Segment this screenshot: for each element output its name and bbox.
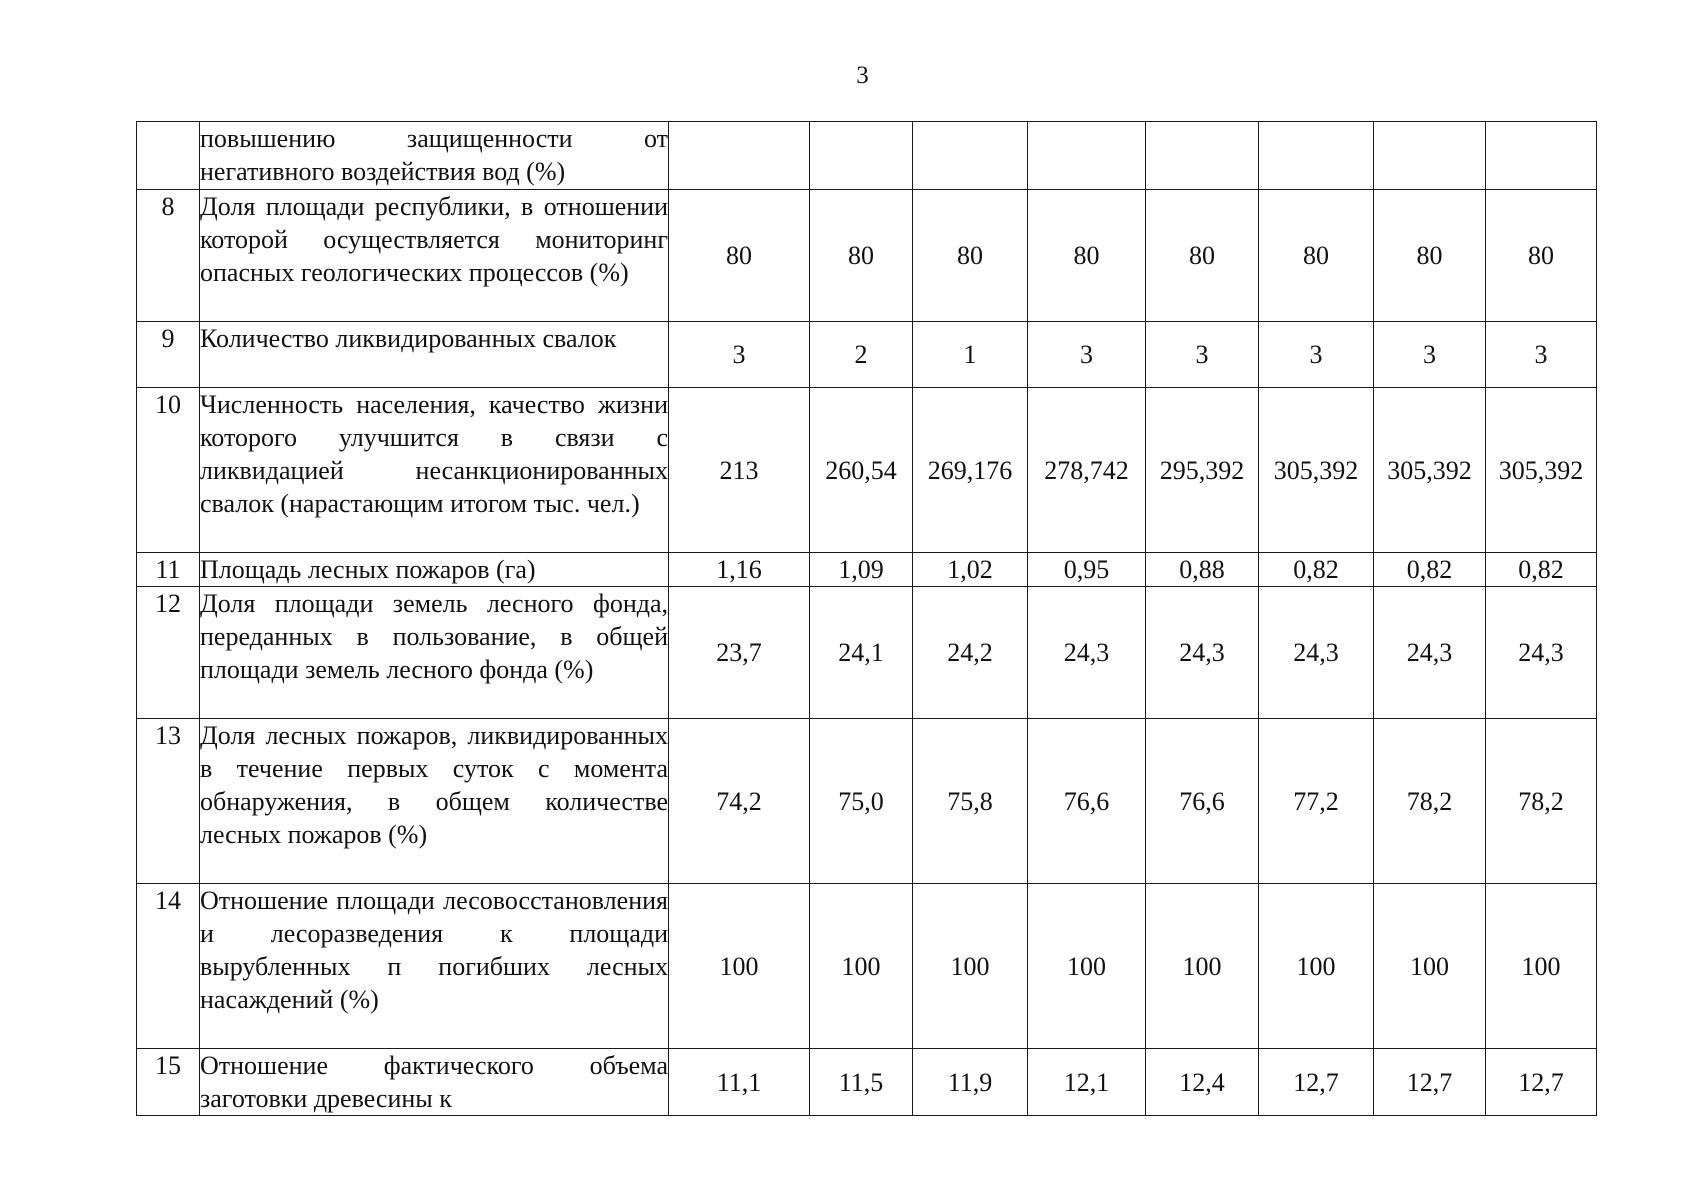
value-cell: [1259, 122, 1374, 190]
indicators-table: [136, 121, 1597, 1116]
indicator-description: Количество ликвидированных свалок: [200, 322, 669, 388]
value-cell: 80: [1028, 190, 1146, 322]
value-cell: 3: [1486, 322, 1597, 388]
value-cell: 305,392: [1486, 388, 1597, 553]
value-cell: 3: [1028, 322, 1146, 388]
value-cell: 78,2: [1486, 719, 1597, 884]
value-cell: 75,8: [913, 719, 1028, 884]
value-cell: 100: [1259, 884, 1374, 1049]
value-cell: 74,2: [669, 719, 810, 884]
row-number: 11: [137, 553, 200, 587]
page-number: 3: [856, 62, 869, 89]
value-cell: 80: [669, 190, 810, 322]
row-number: 9: [137, 322, 200, 388]
value-cell: 24,3: [1146, 587, 1259, 719]
value-cell: 0,82: [1374, 553, 1486, 587]
table-row: [137, 884, 1597, 1049]
row-number: 8: [137, 190, 200, 322]
value-cell: 0,88: [1146, 553, 1259, 587]
value-cell: 24,1: [810, 587, 913, 719]
value-cell: 260,54: [810, 388, 913, 553]
table-body: [137, 122, 1597, 1116]
value-cell: 100: [1146, 884, 1259, 1049]
value-cell: 11,9: [913, 1049, 1028, 1116]
value-cell: 305,392: [1259, 388, 1374, 553]
value-cell: 12,1: [1028, 1049, 1146, 1116]
row-number: 14: [137, 884, 200, 1049]
value-cell: [810, 122, 913, 190]
value-cell: [1146, 122, 1259, 190]
value-cell: 80: [1486, 190, 1597, 322]
value-cell: 80: [1259, 190, 1374, 322]
row-number: 15: [137, 1049, 200, 1116]
indicator-description: Отношение площади лесовосстановления и лесоразведения к площади вырубленных п погибших лесных насаждений (%): [200, 884, 669, 1049]
value-cell: 1,02: [913, 553, 1028, 587]
value-cell: 100: [1486, 884, 1597, 1049]
value-cell: 0,82: [1259, 553, 1374, 587]
table-row: [137, 553, 1597, 587]
indicator-description: Доля лесных пожаров, ликвидированных в течение первых суток с момента обнаружения, в общем количестве лесных пожаров (%): [200, 719, 669, 884]
indicator-description: Площадь лесных пожаров (га): [200, 553, 669, 587]
value-cell: 100: [913, 884, 1028, 1049]
table-row: [137, 388, 1597, 553]
value-cell: 11,5: [810, 1049, 913, 1116]
row-number: 13: [137, 719, 200, 884]
value-cell: [669, 122, 810, 190]
value-cell: 0,82: [1486, 553, 1597, 587]
value-cell: 77,2: [1259, 719, 1374, 884]
value-cell: 80: [1374, 190, 1486, 322]
value-cell: 3: [1259, 322, 1374, 388]
value-cell: 12,7: [1259, 1049, 1374, 1116]
value-cell: 100: [1028, 884, 1146, 1049]
value-cell: 12,4: [1146, 1049, 1259, 1116]
value-cell: 75,0: [810, 719, 913, 884]
value-cell: 1: [913, 322, 1028, 388]
value-cell: 3: [1146, 322, 1259, 388]
value-cell: 100: [669, 884, 810, 1049]
value-cell: [1486, 122, 1597, 190]
value-cell: 80: [810, 190, 913, 322]
indicator-description: Отношение фактического объема заготовки древесины к: [200, 1049, 669, 1116]
table-row: [137, 587, 1597, 719]
value-cell: 24,3: [1486, 587, 1597, 719]
value-cell: 0,95: [1028, 553, 1146, 587]
value-cell: 24,2: [913, 587, 1028, 719]
value-cell: [913, 122, 1028, 190]
value-cell: 100: [1374, 884, 1486, 1049]
indicator-description: Численность населения, качество жизни которого улучшится в связи с ликвидацией несанкционированных свалок (нарастающим итогом тыс. чел.): [200, 388, 669, 553]
value-cell: 24,3: [1259, 587, 1374, 719]
indicator-description: повышению защищенности от негативного воздействия вод (%): [200, 122, 669, 190]
table-row: [137, 122, 1597, 190]
row-number: [137, 122, 200, 190]
value-cell: 12,7: [1374, 1049, 1486, 1116]
value-cell: 305,392: [1374, 388, 1486, 553]
value-cell: 3: [669, 322, 810, 388]
value-cell: 76,6: [1146, 719, 1259, 884]
table-row: [137, 719, 1597, 884]
value-cell: 2: [810, 322, 913, 388]
table-row: [137, 1049, 1597, 1116]
value-cell: 24,3: [1374, 587, 1486, 719]
value-cell: 12,7: [1486, 1049, 1597, 1116]
table-row: [137, 190, 1597, 322]
value-cell: [1374, 122, 1486, 190]
value-cell: 1,09: [810, 553, 913, 587]
value-cell: 23,7: [669, 587, 810, 719]
row-number: 10: [137, 388, 200, 553]
value-cell: 213: [669, 388, 810, 553]
value-cell: 24,3: [1028, 587, 1146, 719]
indicator-description: Доля площади республики, в отношении которой осуществляется мониторинг опасных геологических процессов (%): [200, 190, 669, 322]
value-cell: 76,6: [1028, 719, 1146, 884]
value-cell: 100: [810, 884, 913, 1049]
indicator-description: Доля площади земель лесного фонда, переданных в пользование, в общей площади земель лесного фонда (%): [200, 587, 669, 719]
value-cell: 278,742: [1028, 388, 1146, 553]
value-cell: 295,392: [1146, 388, 1259, 553]
value-cell: 78,2: [1374, 719, 1486, 884]
value-cell: 3: [1374, 322, 1486, 388]
value-cell: 80: [1146, 190, 1259, 322]
value-cell: 11,1: [669, 1049, 810, 1116]
value-cell: 1,16: [669, 553, 810, 587]
value-cell: 269,176: [913, 388, 1028, 553]
table-row: [137, 322, 1597, 388]
value-cell: 80: [913, 190, 1028, 322]
value-cell: [1028, 122, 1146, 190]
row-number: 12: [137, 587, 200, 719]
